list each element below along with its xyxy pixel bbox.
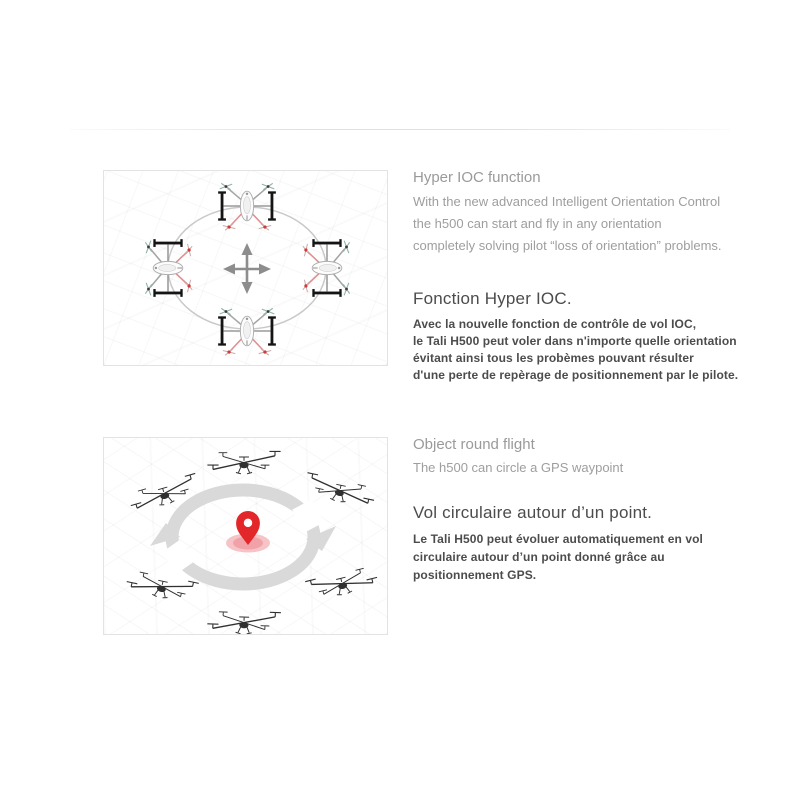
- feature-text-line: évitant ainsi tous les probèmes pouvant résulter: [413, 351, 694, 365]
- feature-body-en: [413, 457, 763, 479]
- hexacopter-right-icon: [303, 239, 350, 297]
- hexacopter-bottom-icon: [218, 308, 276, 355]
- feature-text-line: circulaire autour d’un point donné grâce au: [413, 550, 665, 564]
- hexacopter-top-icon: [218, 183, 276, 230]
- drone-silhouette-icon: [207, 610, 281, 634]
- drone-silhouette-icon: [207, 451, 280, 473]
- feature-text-line: d'une perte de repèrage de positionnement par le pilote.: [413, 368, 739, 382]
- round-flight-text: [413, 436, 763, 584]
- feature-text-line: The h500 can circle a GPS waypoint: [413, 460, 624, 475]
- feature-text-line: le Tali H500 peut voler dans n'importe quelle orientation: [413, 334, 737, 348]
- feature-title-en: Object round flight: [413, 436, 535, 453]
- feature-body-fr: [413, 530, 763, 584]
- drone-silhouette-icon: [305, 565, 379, 603]
- hyper-ioc-illustration: [103, 170, 388, 366]
- feature-body-en: [413, 191, 763, 257]
- section-divider: [70, 129, 730, 130]
- feature-title-en: Hyper IOC function: [413, 169, 541, 186]
- feature-text-line: Avec la nouvelle fonction de contrôle de vol IOC,: [413, 317, 697, 331]
- round-flight-illustration: [103, 437, 388, 635]
- drone-silhouette-icon: [303, 473, 377, 509]
- direction-cross-icon: [223, 243, 271, 294]
- feature-title-fr: Vol circulaire autour d’un point.: [413, 503, 653, 522]
- feature-text-line: With the new advanced Intelligent Orientation Control: [413, 194, 721, 209]
- feature-title-fr: Fonction Hyper IOC.: [413, 289, 572, 308]
- hyper-ioc-text: [413, 169, 763, 384]
- feature-text-line: the h500 can start and fly in any orientation: [413, 216, 662, 231]
- feature-text-line: Le Tali H500 peut évoluer automatiquement en vol: [413, 532, 703, 546]
- feature-text-line: positionnement GPS.: [413, 568, 537, 582]
- gps-pin-icon: [226, 511, 270, 553]
- feature-text-line: completely solving pilot “loss of orientation” problems.: [413, 238, 722, 253]
- feature-body-fr: [413, 316, 763, 384]
- hexacopter-left-icon: [145, 239, 192, 297]
